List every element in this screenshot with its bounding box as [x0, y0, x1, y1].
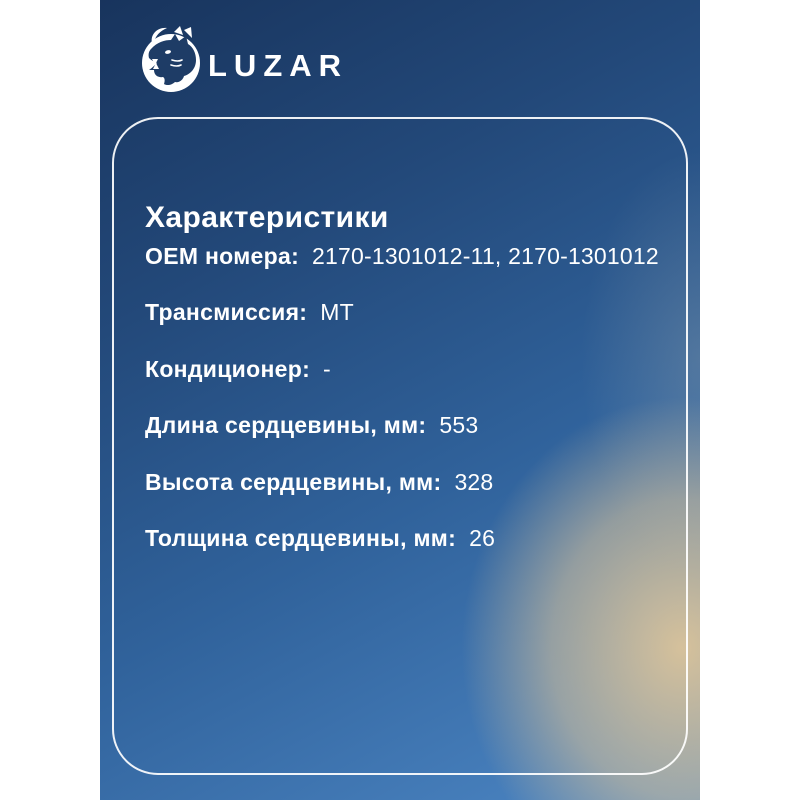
- spec-value: 26: [469, 525, 496, 552]
- spec-label: Толщина сердцевины, мм:: [145, 525, 457, 552]
- spec-value: 553: [439, 412, 479, 439]
- spec-rows: [145, 230, 660, 568]
- spec-card-title: Характеристики: [145, 201, 389, 234]
- luzar-cougar-logo-icon: [138, 26, 204, 94]
- spec-row-core-height: [145, 456, 660, 512]
- blue-gradient-panel: [100, 0, 700, 800]
- spec-label: Трансмиссия:: [145, 299, 308, 326]
- brand-header: [138, 26, 348, 94]
- spec-card: [112, 117, 688, 775]
- spec-value: МТ: [320, 299, 354, 326]
- brand-wordmark: LUZAR: [208, 47, 349, 83]
- spec-label: Длина сердцевины, мм:: [145, 412, 427, 439]
- spec-value: -: [323, 355, 331, 382]
- spec-row-core-length: [145, 399, 660, 455]
- spec-label: Кондиционер:: [145, 355, 311, 382]
- spec-value: 2170-1301012-11, 2170-1301012: [312, 243, 659, 269]
- spec-value: 328: [454, 468, 494, 495]
- spec-row-oem: [145, 230, 660, 286]
- spec-row-air-conditioner: [145, 343, 660, 399]
- spec-row-transmission: [145, 286, 660, 342]
- spec-label: OEM номера:: [145, 243, 300, 269]
- spec-label: Высота сердцевины, мм:: [145, 468, 442, 495]
- spec-row-core-thickness: [145, 512, 660, 568]
